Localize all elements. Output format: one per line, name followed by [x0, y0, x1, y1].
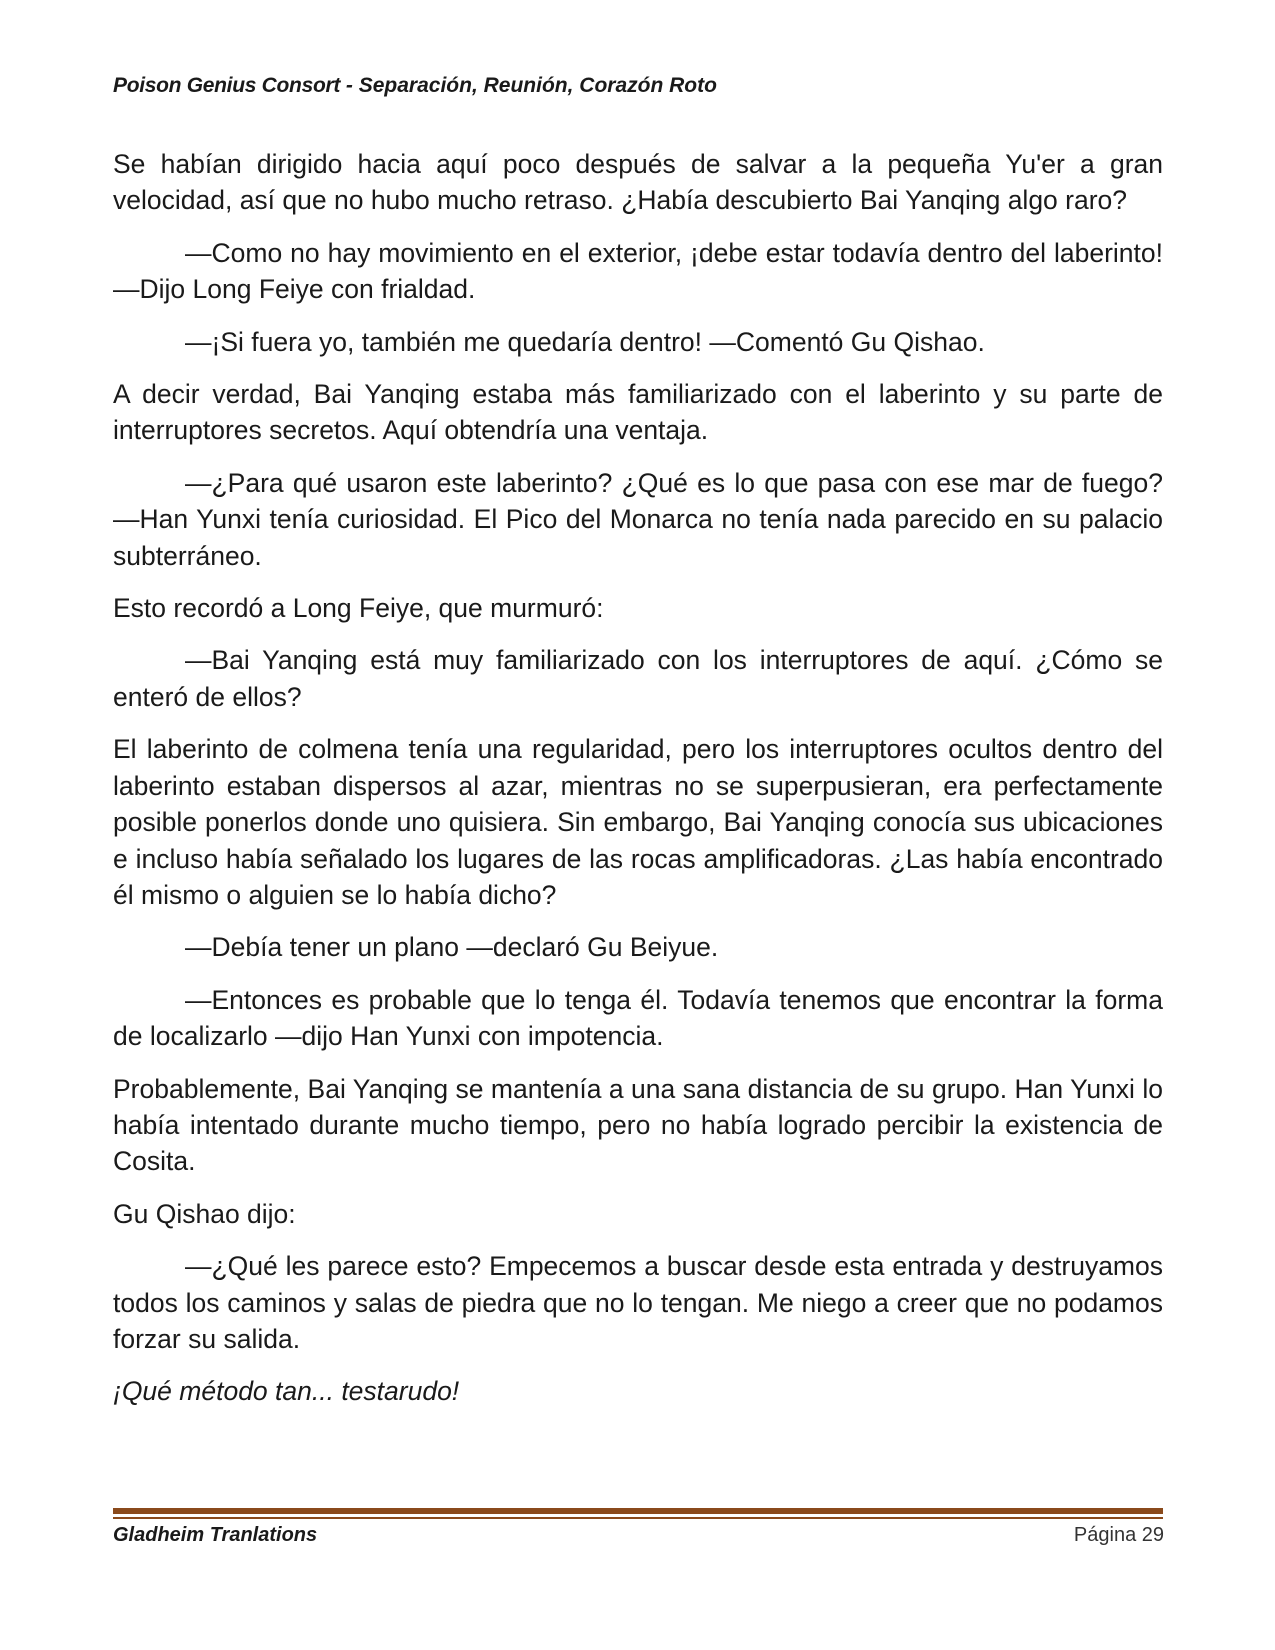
- dialogue-paragraph: —¿Qué les parece esto? Empecemos a buscar desde esta entrada y destruyamos todos los caminos y salas de piedra que no lo tengan. Me niego a creer que no podamos forzar su salida.: [113, 1251, 1163, 1354]
- dialogue-paragraph: —¿Para qué usaron este laberinto? ¿Qué es lo que pasa con ese mar de fuego? —Han Yunxi tenía curiosidad. El Pico del Monarca no tenía nada parecido en su palacio subterráneo.: [113, 467, 1163, 571]
- page-number: Página 29: [1073, 1524, 1164, 1546]
- paragraph: El laberinto de colmena tenía una regularidad, pero los interruptores ocultos dentro del laberinto estaban dispersos al azar, mientras no se superpusieran, era perfectamente posible ponerlos donde uno quisiera. Sin embargo, Bai Yanqing conocía sus ubicaciones e incluso había señalado los lugares de las rocas amplificadoras. ¿Las había encontrado él mismo o alguien se lo había dicho?: [113, 734, 1163, 910]
- paragraph: Probablemente, Bai Yanqing se mantenía a una sana distancia de su grupo. Han Yunxi lo había intentado durante mucho tiempo, pero no había logrado percibir la existencia de Cosita.: [113, 1073, 1163, 1177]
- dialogue-paragraph: —Como no hay movimiento en el exterior, ¡debe estar todavía dentro del laberinto! —Dijo Long Feiye con frialdad.: [113, 237, 1163, 305]
- dialogue-paragraph: —Bai Yanqing está muy familiarizado con los interruptores de aquí. ¿Cómo se enteró de ellos?: [113, 645, 1163, 712]
- header-series-title: Poison Genius Consort: [113, 74, 341, 97]
- paragraph: A decir verdad, Bai Yanqing estaba más familiarizado con el laberinto y su parte de interruptores secretos. Aquí obtendría una ventaja.: [113, 379, 1163, 446]
- dialogue-paragraph: —Debía tener un plano —declaró Gu Beiyue.: [185, 932, 719, 963]
- footer-credit: Gladheim Tranlations: [113, 1524, 318, 1546]
- italic-paragraph: ¡Qué método tan... testarudo!: [113, 1376, 460, 1407]
- header-chapter-title: Separación, Reunión, Corazón Roto: [358, 74, 717, 97]
- paragraph: Se habían dirigido hacia aquí poco después de salvar a la pequeña Yu'er a gran velocidad, así que no hubo mucho retraso. ¿Había descubierto Bai Yanqing algo raro?: [113, 149, 1163, 216]
- running-header: [113, 74, 1163, 98]
- footer-rule-thick: [113, 1508, 1163, 1514]
- dialogue-paragraph: —¡Si fuera yo, también me quedaría dentro! —Comentó Gu Qishao.: [185, 326, 985, 357]
- dialogue-paragraph: —Entonces es probable que lo tenga él. Todavía tenemos que encontrar la forma de localizarlo —dijo Han Yunxi con impotencia.: [113, 984, 1163, 1052]
- footer-rule-thin: [113, 1517, 1163, 1519]
- body-text: [113, 146, 1163, 1426]
- header-separator: -: [340, 74, 359, 97]
- paragraph: Gu Qishao dijo:: [113, 1198, 296, 1229]
- paragraph: Esto recordó a Long Feiye, que murmuró:: [113, 593, 604, 624]
